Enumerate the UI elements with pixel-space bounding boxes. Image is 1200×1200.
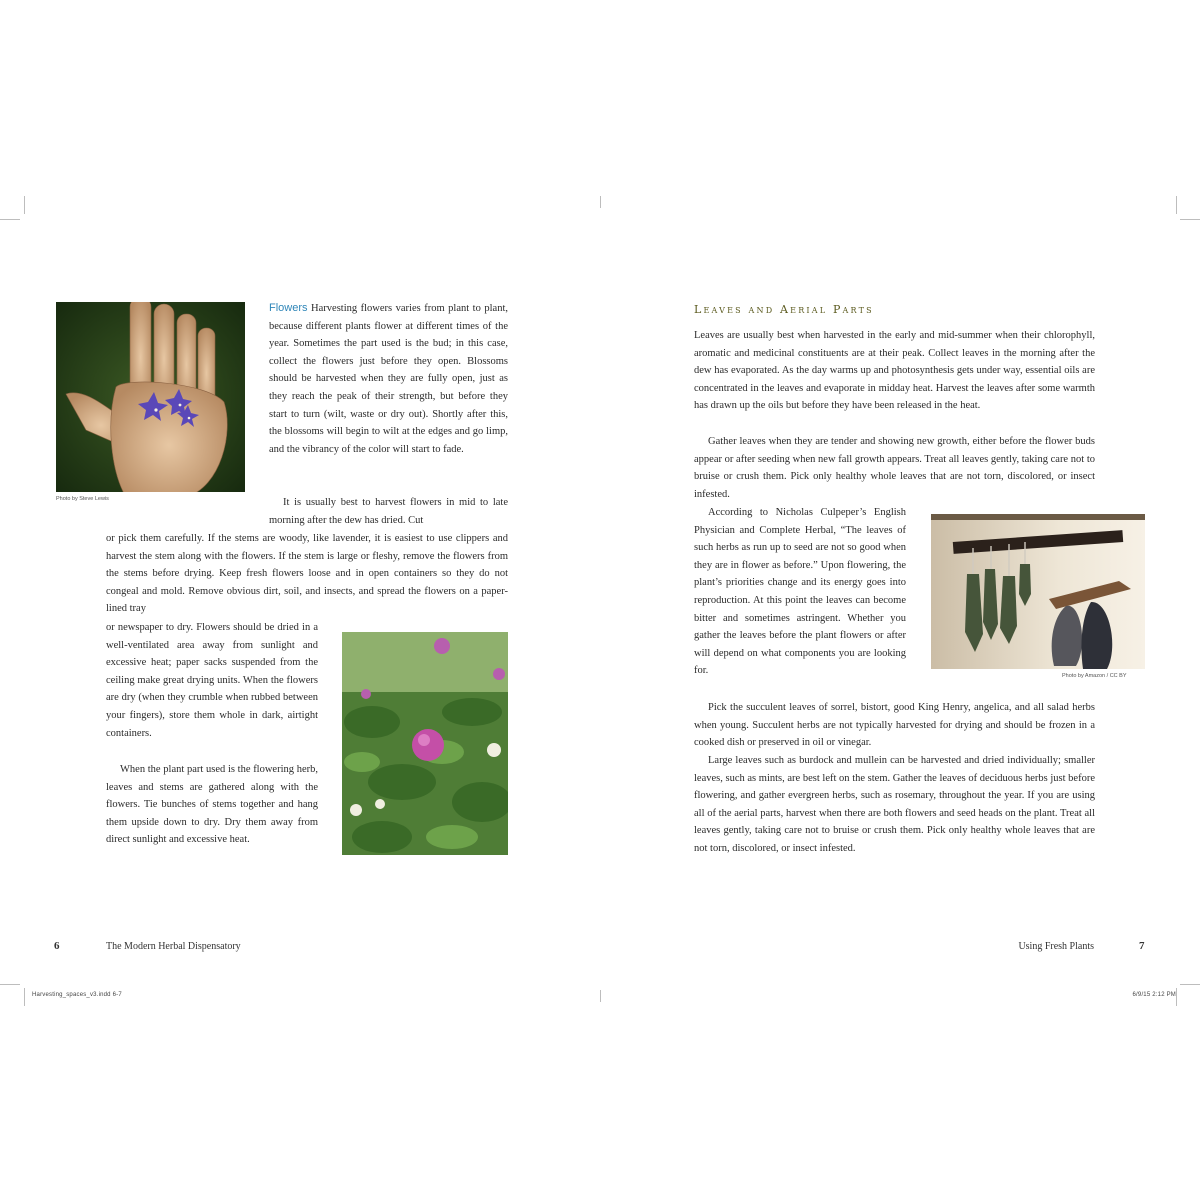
drying-herbs-photo-illustration bbox=[931, 514, 1145, 669]
drying-herbs-photo bbox=[931, 514, 1145, 669]
crop-mark bbox=[1176, 196, 1177, 214]
culpeper-paragraph: According to Nicholas Culpeper’s English Physician and Complete Herbal, “The leaves of such herbs as run up to seed are not so good when they are in flower as before.” Upon flowering, the plant’s priorities change and its energy goes into reproduction. At this point the leaves can become bitter and sometimes astringent. Whether you gather the leaves before the plant flowers or after will depend on what components you are looking for. bbox=[694, 507, 906, 677]
large-leaves-paragraph: Large leaves such as burdock and mullein can be harvested and dried individually; smaller leaves, such as mints, are best left on the stem. Gather the leaves of deciduous herbs just before flowering, and gather evergreen herbs, such as rosemary, throughout the year. If you are using all of the aerial parts, harvest when there are both flowers and seed heads on the plant. Treat all leaves gently, taking care not to bruise or crush them. Pick only healthy whole leaves that are not torn, discolored, or insect infested. bbox=[694, 755, 1095, 854]
section-heading: Leaves and Aerial Parts bbox=[694, 303, 874, 316]
page-number-left: 6 bbox=[54, 940, 60, 952]
flowers-paragraph-text: Harvesting flowers varies from plant to plant, because different plants flower at different times of the year. Sometimes the part used is the bud; in this case, collect the flowers just before they open. Blossoms should be harvested when they are fully open, just as they reach the peak of their strength, but before they start to turn (wilt, waste or dry out). Shortly after this, the blossoms will begin to wilt at the edges and go limp, and the vibrancy of the color will start to fade. bbox=[269, 303, 508, 455]
crop-mark bbox=[24, 196, 25, 214]
photo-credit: Photo by Amazon / CC BY bbox=[1062, 673, 1127, 679]
clover-photo-illustration bbox=[342, 632, 508, 855]
page-number-right: 7 bbox=[1139, 940, 1145, 952]
harvest-timing-paragraph-middle: or pick them carefully. If the stems are woody, like lavender, it is easiest to use clippers and harvest the stem along with the flowers. If the stem is large or fleshy, remove the flowers from the stems before drying. Keep fresh flowers loose and in open containers so they do not congeal and mold. Remove obvious dirt, soil, and insects, and spread the flowers on a paper-lined tray bbox=[106, 533, 508, 615]
flowering-herb-paragraph: When the plant part used is the flowering herb, leaves and stems are gathered along with the flowers. Tie bunches of stems together and hang them upside down to dry. Dry them away from direct sunlight and excessive heat. bbox=[106, 764, 318, 846]
running-title-right: Using Fresh Plants bbox=[1018, 941, 1094, 952]
crop-mark bbox=[1180, 219, 1200, 220]
succulent-leaves-paragraph: Pick the succulent leaves of sorrel, bistort, good King Henry, angelica, and all salad herbs when young. Succulent herbs are not typically harvested for drying and should be frozen in a cooked dish or preserved in oil or vinegar. bbox=[694, 702, 1095, 749]
file-slug-right: 6/9/15 2:12 PM bbox=[1132, 992, 1176, 998]
crop-mark bbox=[0, 219, 20, 220]
leaves-paragraph-2: Gather leaves when they are tender and showing new growth, either before the flower buds appear or after seeding when new fall growth appears. Treat all leaves gently, taking care not to bruise or crush them. Pick only healthy whole leaves that are not torn, discolored, or insect infested. bbox=[694, 436, 1095, 500]
photo-credit: Photo by Steve Lewis bbox=[56, 496, 109, 502]
crop-mark bbox=[1180, 984, 1200, 985]
crop-mark bbox=[600, 196, 601, 208]
hand-photo-illustration bbox=[56, 302, 245, 492]
file-slug-left: Harvesting_spaces_v3.indd 6-7 bbox=[32, 992, 122, 998]
harvest-timing-paragraph-start: It is usually best to harvest flowers in mid to late morning after the dew has dried. Cut bbox=[269, 497, 508, 526]
crop-mark bbox=[1176, 988, 1177, 1006]
crop-mark bbox=[0, 984, 20, 985]
crop-mark bbox=[600, 990, 601, 1002]
crop-mark bbox=[24, 988, 25, 1006]
harvest-timing-paragraph-end: or newspaper to dry. Flowers should be dried in a well-ventilated area away from sunlight and excessive heat; paper sacks suspended from the ceiling make great drying units. When the flowers are dry (when they crumble when rubbed between your fingers), store them whole in dark, airtight containers. bbox=[106, 622, 318, 739]
running-title-left: The Modern Herbal Dispensatory bbox=[106, 941, 241, 952]
flowers-run-in-heading: Flowers bbox=[269, 302, 308, 314]
flowers-paragraph bbox=[269, 300, 508, 458]
hand-with-flowers-photo bbox=[56, 302, 245, 492]
leaves-paragraph-1: Leaves are usually best when harvested in the early and mid-summer when their chlorophyll, aromatic and medicinal constituents are at their peak. Collect leaves in the morning after the dew has evaporated. As the day warms up and photosynthesis gets under way, essential oils are concentrated in the leaves and evaporate in midday heat. Harvest the leaves after some warmth has drawn up the oils but before they have been released in the heat. bbox=[694, 330, 1095, 412]
clover-photo bbox=[342, 632, 508, 855]
